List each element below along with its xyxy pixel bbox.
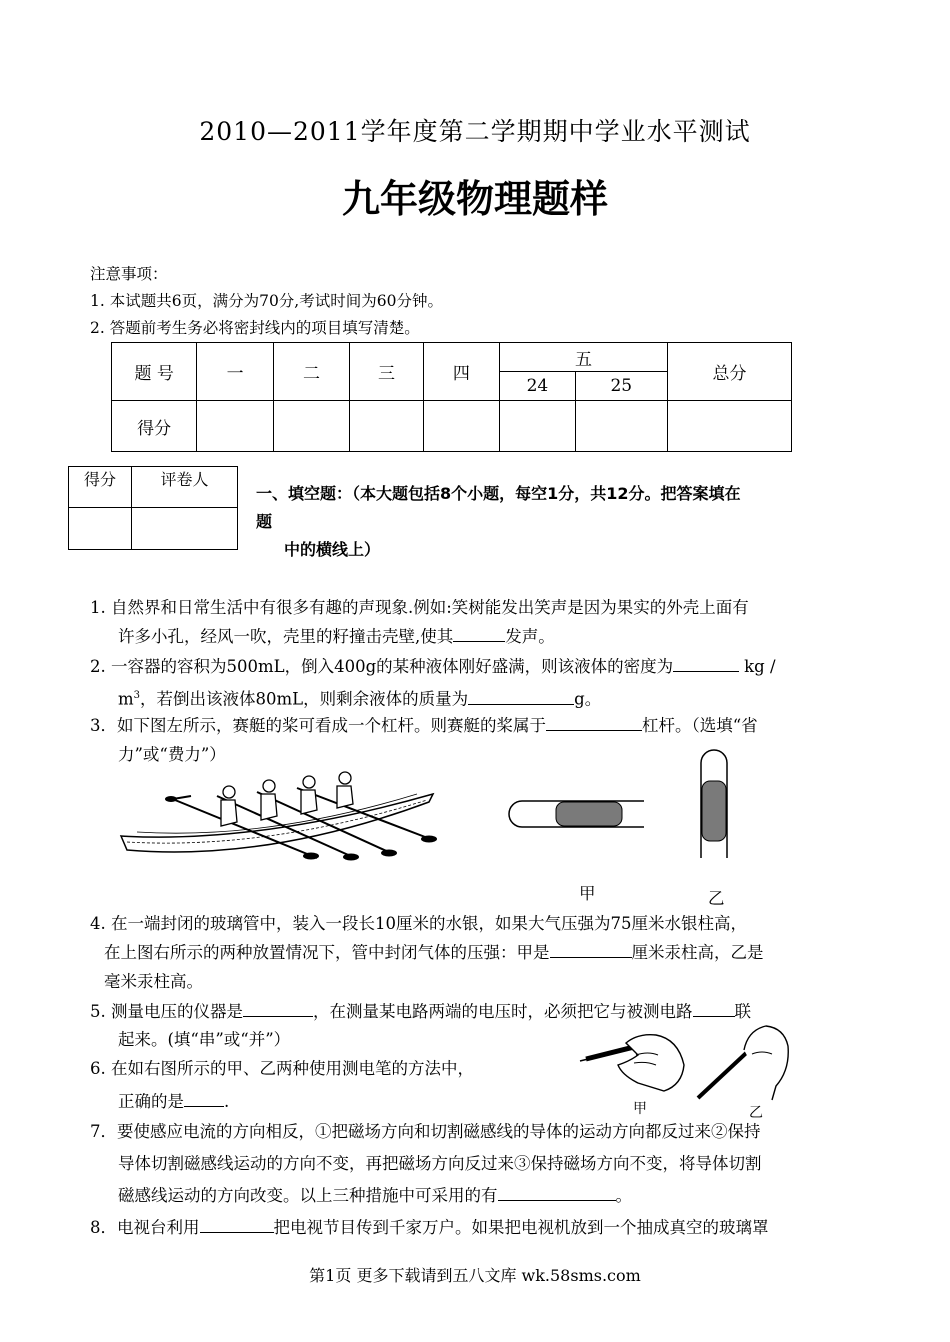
score-table-total: 总分 — [667, 343, 791, 401]
score-table-col-4: 四 — [423, 343, 499, 401]
grader-box — [68, 466, 238, 550]
question-8-line-1: 8．电视台利用 把电视节目传到千家万户。如果把电视机放到一个抽成真空的玻璃罩 — [90, 1213, 769, 1242]
pen-label-jia: 甲 — [633, 1101, 647, 1117]
score-cell — [667, 401, 791, 452]
question-1-line-1: 1. 自然界和日常生活中有很多有趣的声现象.例如:笑树能发出笑声是因为果实的外壳上面有 — [90, 598, 749, 617]
section-1-heading-line-3: 中的横线上） — [284, 540, 381, 559]
tube-label-yi: 乙 — [708, 889, 725, 908]
section-1-heading-line-2: 题 — [256, 512, 273, 531]
grader-box-score-label: 得分 — [69, 467, 132, 508]
pen-label-yi: 乙 — [749, 1105, 763, 1121]
question-5-line-1: 5. 测量电压的仪器是 ，在测量某电路两端的电压时，必须把它与被测电路 联 — [90, 997, 751, 1026]
answer-blank[interactable] — [498, 1182, 616, 1201]
score-table-col-5-sub-25: 25 — [575, 372, 667, 401]
answer-blank[interactable] — [546, 712, 642, 731]
rowing-boat-figure — [117, 766, 439, 876]
section-1-heading-line-1: 一、填空题：（本大题包括8个小题，每空1分，共12分。把答案填在 — [256, 484, 741, 503]
score-table-col-2: 二 — [273, 343, 349, 401]
question-4-line-2: 在上图右所示的两种放置情况下，管中封闭气体的压强：甲是 厘米汞柱高，乙是 — [104, 938, 764, 967]
question-3-line-1: 3．如下图左所示，赛艇的桨可看成一个杠杆。则赛艇的桨属于 杠杆。（选填“省 — [90, 711, 758, 740]
question-7-line-3: 磁感线运动的方向改变。以上三种措施中可采用的有 。 — [118, 1181, 632, 1210]
answer-blank[interactable] — [453, 623, 505, 642]
question-2-line-2: $m^3$，若倒出该液体80mL，则剩余液体的质量为 g。 — [118, 681, 601, 714]
note-item-1: 1. 本试题共6页，满分为70分,考试时间为60分钟。 — [90, 292, 443, 310]
score-table-score-label: 得分 — [112, 401, 197, 452]
question-4-line-3: 毫米汞柱高。 — [104, 972, 203, 991]
question-1-line-2: 许多小孔，经风一吹，壳里的籽撞击壳壁,使其 发声。 — [118, 622, 555, 651]
tube-label-jia: 甲 — [579, 884, 596, 903]
question-2-line-1: 2. 一容器的容积为500mL，倒入400g的某种液体刚好盛满，则该液体的密度为 kg / — [90, 652, 776, 681]
question-7-line-1: 7．要使感应电流的方向相反，①把磁场方向和切割磁感线的导体的运动方向都反过来②保持 — [90, 1122, 761, 1141]
score-cell — [273, 401, 349, 452]
score-cell — [423, 401, 499, 452]
answer-blank[interactable] — [673, 653, 739, 672]
answer-blank[interactable] — [468, 686, 574, 705]
question-7-line-2: 导体切割磁感线运动的方向不变，再把磁场方向反过来③保持磁场方向不变，将导体切割 — [118, 1154, 762, 1173]
test-pen-figure-jia — [578, 1025, 690, 1095]
horizontal-tube-figure — [506, 797, 646, 831]
score-table-col-5-sub-24: 24 — [500, 372, 575, 401]
score-cell — [500, 401, 575, 452]
grader-box-grader-label: 评卷人 — [132, 467, 238, 508]
score-cell — [197, 401, 273, 452]
notes-heading: 注意事项： — [90, 265, 168, 283]
score-table — [111, 342, 792, 452]
question-4-line-1: 4. 在一端封闭的玻璃管中，装入一段长10厘米的水银，如果大气压强为75厘米水银柱高， — [90, 914, 747, 933]
score-table-col-1: 一 — [197, 343, 273, 401]
note-item-2: 2. 答题前考生务必将密封线内的项目填写清楚。 — [90, 319, 420, 337]
test-pen-figure-yi — [692, 1020, 794, 1102]
score-cell — [575, 401, 667, 452]
score-table-col-3: 三 — [350, 343, 423, 401]
question-3-line-2: 力”或“费力”） — [118, 745, 226, 764]
score-table-header-label: 题 号 — [112, 343, 197, 401]
page-footer: 第1页 更多下载请到五八文库 wk.58sms.com — [309, 1266, 641, 1285]
grader-box-grader-cell — [132, 508, 238, 550]
vertical-tube-figure — [697, 745, 731, 860]
answer-blank[interactable] — [200, 1214, 274, 1233]
exam-title: 2010—2011学年度第二学期期中学业水平测试 — [199, 117, 751, 146]
answer-blank[interactable] — [550, 939, 632, 958]
answer-blank[interactable] — [693, 998, 735, 1017]
score-table-col-5: 五 — [500, 343, 668, 372]
question-6-line-1: 6. 在如右图所示的甲、乙两种使用测电笔的方法中， — [90, 1059, 474, 1078]
answer-blank[interactable] — [243, 998, 313, 1017]
subject-title: 九年级物理题样 — [341, 177, 608, 221]
answer-blank[interactable] — [184, 1088, 224, 1107]
grader-box-score-cell — [69, 508, 132, 550]
question-6-line-2: 正确的是 . — [118, 1087, 229, 1116]
score-cell — [350, 401, 423, 452]
question-5-line-2: 起来。(填“串”或“并”） — [118, 1030, 291, 1049]
